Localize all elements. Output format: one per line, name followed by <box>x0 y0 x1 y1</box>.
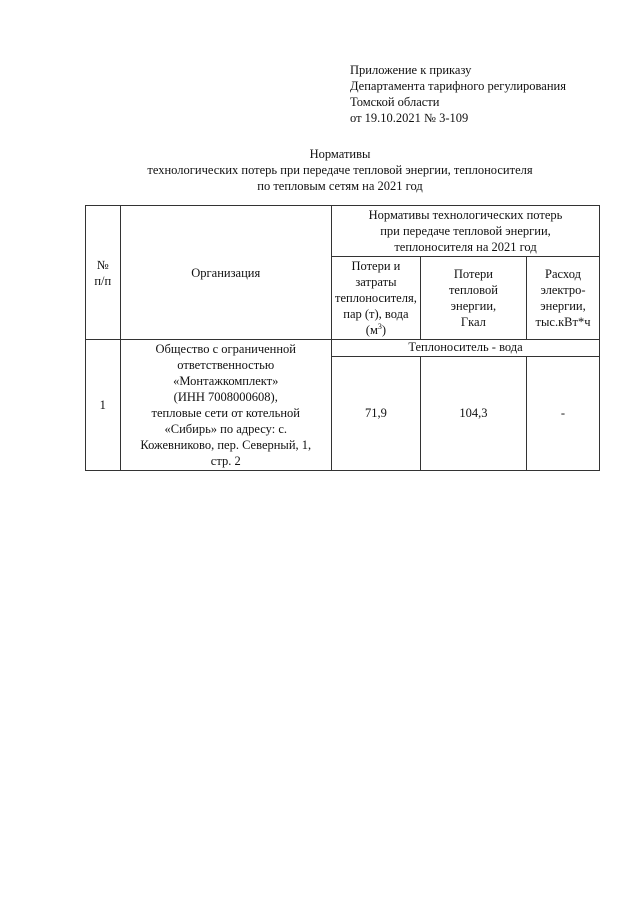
header-electricity: Расход электро- энергии, тыс.кВт*ч <box>527 257 600 340</box>
header-heat-losses: Потери тепловой энергии, Гкал <box>420 257 526 340</box>
title-line: технологических потерь при передаче тепловой энергии, теплоносителя <box>147 163 533 177</box>
annex-header <box>350 62 566 126</box>
norms-table <box>85 205 600 471</box>
header-number: № п/п <box>86 206 121 340</box>
value-heat-losses: 104,3 <box>420 356 526 471</box>
subheader-carrier-type: Теплоноситель - вода <box>332 340 600 357</box>
value-electricity: - <box>527 356 600 471</box>
row-organization: Общество с ограниченной ответственностью «Монтажкомплект» (ИНН 7008000608), тепловые сети от котельной «Сибирь» по адресу: с. Кожевниково, пер. Северный, 1, стр. 2 <box>120 340 332 471</box>
title-line: по тепловым сетям на 2021 год <box>257 179 423 193</box>
document-title <box>40 146 640 194</box>
annex-line: Департамента тарифного регулирования <box>350 79 566 93</box>
header-carrier-losses: Потери и затраты теплоносителя, пар (т), вода $(м^3)$ <box>332 257 421 340</box>
annex-line: Томской области <box>350 95 440 109</box>
annex-date-number: от 19.10.2021 № 3-109 <box>350 111 469 125</box>
row-number: 1 <box>86 340 121 471</box>
table-row <box>86 340 600 357</box>
header-organization: Организация <box>120 206 332 340</box>
header-row <box>86 206 600 257</box>
header-norms-group: Нормативы технологических потерь при передаче тепловой энергии, теплоносителя на 2021 год <box>332 206 600 257</box>
title-line: Нормативы <box>309 147 371 161</box>
annex-line: Приложение к приказу <box>350 63 472 77</box>
value-carrier-losses: 71,9 <box>332 356 421 471</box>
